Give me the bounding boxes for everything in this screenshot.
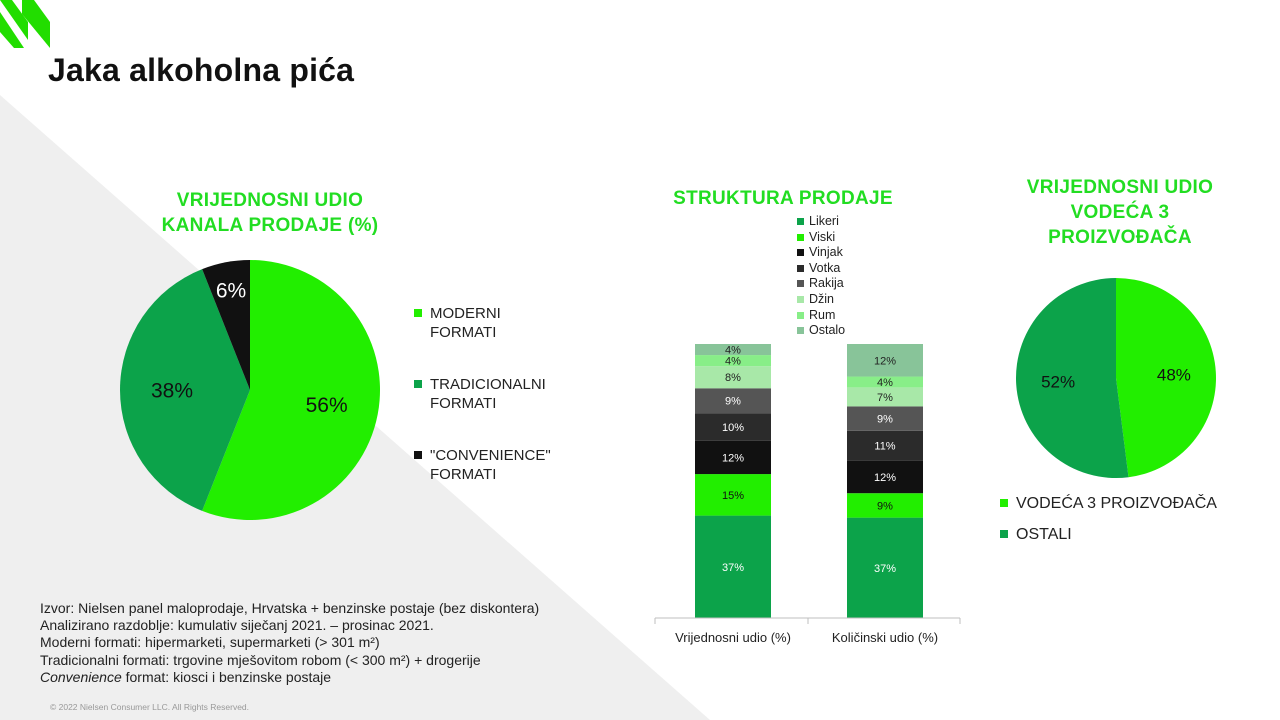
legend-label: VODEĆA 3 PROIZVOĐAČA <box>1016 495 1217 512</box>
bar-data-label: 9% <box>877 500 893 513</box>
legend-item <box>797 276 845 292</box>
pie2-title: VRIJEDNOSNI UDIO VODEĆA 3 PROIZVOĐAČA <box>1026 177 1214 248</box>
pie2-legend <box>1000 494 1256 556</box>
legend-item <box>414 446 580 484</box>
legend-swatch <box>797 296 804 303</box>
note-line <box>40 669 539 686</box>
legend-label: "CONVENIENCE" FORMATI <box>430 447 551 483</box>
pie-data-label: 48% <box>1156 365 1191 385</box>
note-line: Izvor: Nielsen panel maloprodaje, Hrvatska + benzinske postaje (bez diskontera) <box>40 600 540 616</box>
bar-data-label: 12% <box>873 471 897 484</box>
bar-data-label: 11% <box>874 440 896 453</box>
legend-label: OSTALI <box>1016 526 1072 543</box>
legend-item <box>414 304 580 342</box>
legend-swatch <box>1000 530 1008 538</box>
legend-label: Votka <box>809 260 841 275</box>
pie-data-label: 6% <box>215 279 247 303</box>
legend-swatch <box>797 234 804 241</box>
note-italic: Convenience <box>40 668 122 685</box>
bar-data-label: 4% <box>877 376 893 389</box>
bar-title: STRUKTURA PRODAJE <box>673 188 893 209</box>
pie-data-label: 38% <box>150 379 194 403</box>
legend-label: Rakija <box>809 276 844 291</box>
legend-label: MODERNI FORMATI <box>430 305 501 341</box>
legend-item <box>797 214 845 230</box>
legend-item <box>414 375 580 413</box>
bar-data-label: 9% <box>877 413 893 426</box>
legend-label: Likeri <box>809 214 839 228</box>
page-title: Jaka alkoholna pića <box>48 52 355 88</box>
legend-label: Vinjak <box>809 245 843 260</box>
pie-chart-channels <box>110 250 390 530</box>
bar-data-label: 37% <box>873 562 897 575</box>
x-tick-label: Količinski udio (%) <box>831 630 939 645</box>
legend-label: Rum <box>809 307 836 322</box>
legend-item <box>797 292 845 308</box>
legend-item <box>797 230 845 246</box>
legend-label: Džin <box>809 291 835 306</box>
brand-logo-icon <box>0 0 60 55</box>
bar-data-label: 15% <box>721 489 745 502</box>
bar-data-label: 9% <box>725 395 741 408</box>
pie-chart-producers <box>1008 270 1224 486</box>
note-line: Tradicionalni formati: trgovine mješovitom robom (< 300 m²) + drogerije <box>40 651 481 668</box>
legend-swatch <box>797 265 804 272</box>
legend-item <box>797 261 845 277</box>
pie1-title: VRIJEDNOSNI UDIO KANALA PRODAJE (%) <box>161 190 379 236</box>
legend-item <box>797 308 845 324</box>
bar-data-label: 4% <box>725 355 741 368</box>
legend-swatch <box>797 280 804 287</box>
legend-swatch <box>414 309 422 317</box>
legend-label: TRADICIONALNI FORMATI <box>430 376 546 412</box>
legend-swatch <box>797 249 804 256</box>
bar-legend <box>797 214 845 339</box>
source-notes <box>40 600 539 686</box>
note-suffix: format: kiosci i benzinske postaje <box>121 668 332 685</box>
legend-swatch <box>797 312 804 319</box>
note-line: Moderni formati: hipermarketi, supermarketi (> 301 m²) <box>40 634 380 651</box>
bar-data-label: 10% <box>721 422 745 435</box>
copyright: © 2022 Nielsen Consumer LLC. All Rights Reserved. <box>50 702 250 712</box>
legend-swatch <box>414 451 422 459</box>
pie-data-label: 56% <box>305 393 348 417</box>
bar-data-label: 37% <box>721 561 745 574</box>
legend-item <box>1000 494 1256 513</box>
legend-swatch <box>414 380 422 388</box>
legend-item <box>797 245 845 261</box>
bar-data-label: 12% <box>721 452 745 465</box>
legend-label: Viski <box>809 229 836 244</box>
bar-data-label: 7% <box>877 391 893 404</box>
pie-data-label: 52% <box>1041 372 1076 392</box>
legend-label: Ostalo <box>809 323 846 338</box>
legend-swatch <box>797 218 804 225</box>
x-tick-label: Vrijednosni udio (%) <box>675 630 791 645</box>
legend-item <box>1000 525 1256 544</box>
bar-data-label: 8% <box>725 372 741 385</box>
stacked-bar-chart <box>650 330 970 660</box>
note-line: Analizirano razdoblje: kumulativ siječanj 2021. – prosinac 2021. <box>40 617 434 634</box>
bar-data-label: 4% <box>725 344 741 357</box>
pie1-legend <box>414 304 580 517</box>
legend-swatch <box>1000 499 1008 507</box>
bar-data-label: 12% <box>873 355 897 368</box>
